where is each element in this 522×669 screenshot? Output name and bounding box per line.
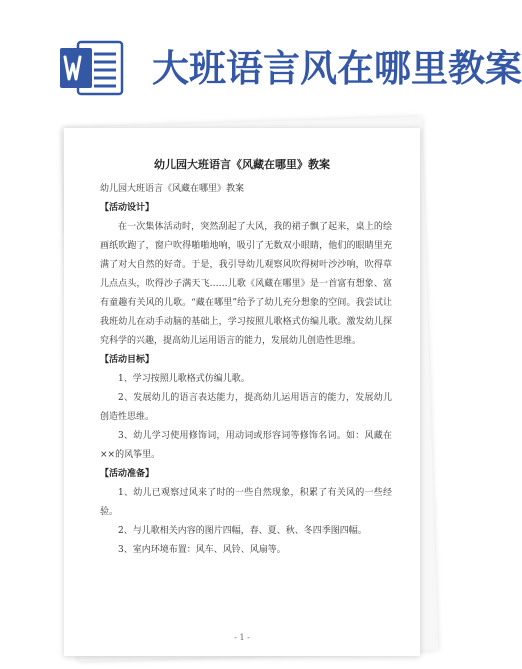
banner <box>0 0 522 130</box>
preparation-item: 1、幼儿已观察过风来了时的一些自然现象，积累了有关风的一些经验。 <box>100 488 392 517</box>
preparation-item: 2、与儿歌相关内容的图片四幅，春、夏、秋、冬四季图四幅。 <box>118 526 367 536</box>
page-number: - 1 - <box>234 633 250 642</box>
section-heading-activity-preparation: 【活动准备】 <box>100 469 155 479</box>
preparation-item: 3、室内环境布置：风车、风铃、风扇等。 <box>118 545 286 555</box>
activity-design-paragraph: 在一次集体活动时，突然刮起了大风，我的裙子飘了起来，桌上的绘画纸吹跑了，窗户吹得啪啪地响，吸引了无数双小眼睛，他们的眼睛里充满了对大自然的好奇。于是，我引导幼儿观察风吹得树叶沙沙响，吹得草儿点点头，吹得沙子满天飞……儿歌《风藏在哪里》是一首富有想象、富有童趣有关风的儿歌。“藏在哪里”给予了幼儿充分想象的空间。我尝试让我班幼儿在动手动脑的基础上，学习按照儿歌格式仿编儿歌。激发幼儿探究科学的兴趣，提高幼儿运用语言的能力，发展幼儿创造性思维。 <box>100 222 392 346</box>
goal-item: 1、学习按照儿歌格式仿编儿歌。 <box>118 374 250 384</box>
banner-title: 大班语言风在哪里教案 <box>152 47 522 90</box>
document-title: 幼儿园大班语言《风藏在哪里》教案 <box>154 158 330 171</box>
section-heading-activity-goals: 【活动目标】 <box>100 355 155 365</box>
document-subtitle: 幼儿园大班语言《风藏在哪里》教案 <box>100 184 245 194</box>
goal-item: 3、幼儿学习使用修饰词，用动词或形容词等修饰名词。如：风藏在××的风筝里。 <box>100 431 392 460</box>
goal-item: 2、发展幼儿的语言表达能力，提高幼儿运用语言的能力，发展幼儿创造性思维。 <box>100 393 392 422</box>
document-body <box>100 180 392 560</box>
section-heading-activity-design: 【活动设计】 <box>100 203 155 213</box>
word-document-icon <box>58 40 124 96</box>
document-page <box>64 128 420 656</box>
